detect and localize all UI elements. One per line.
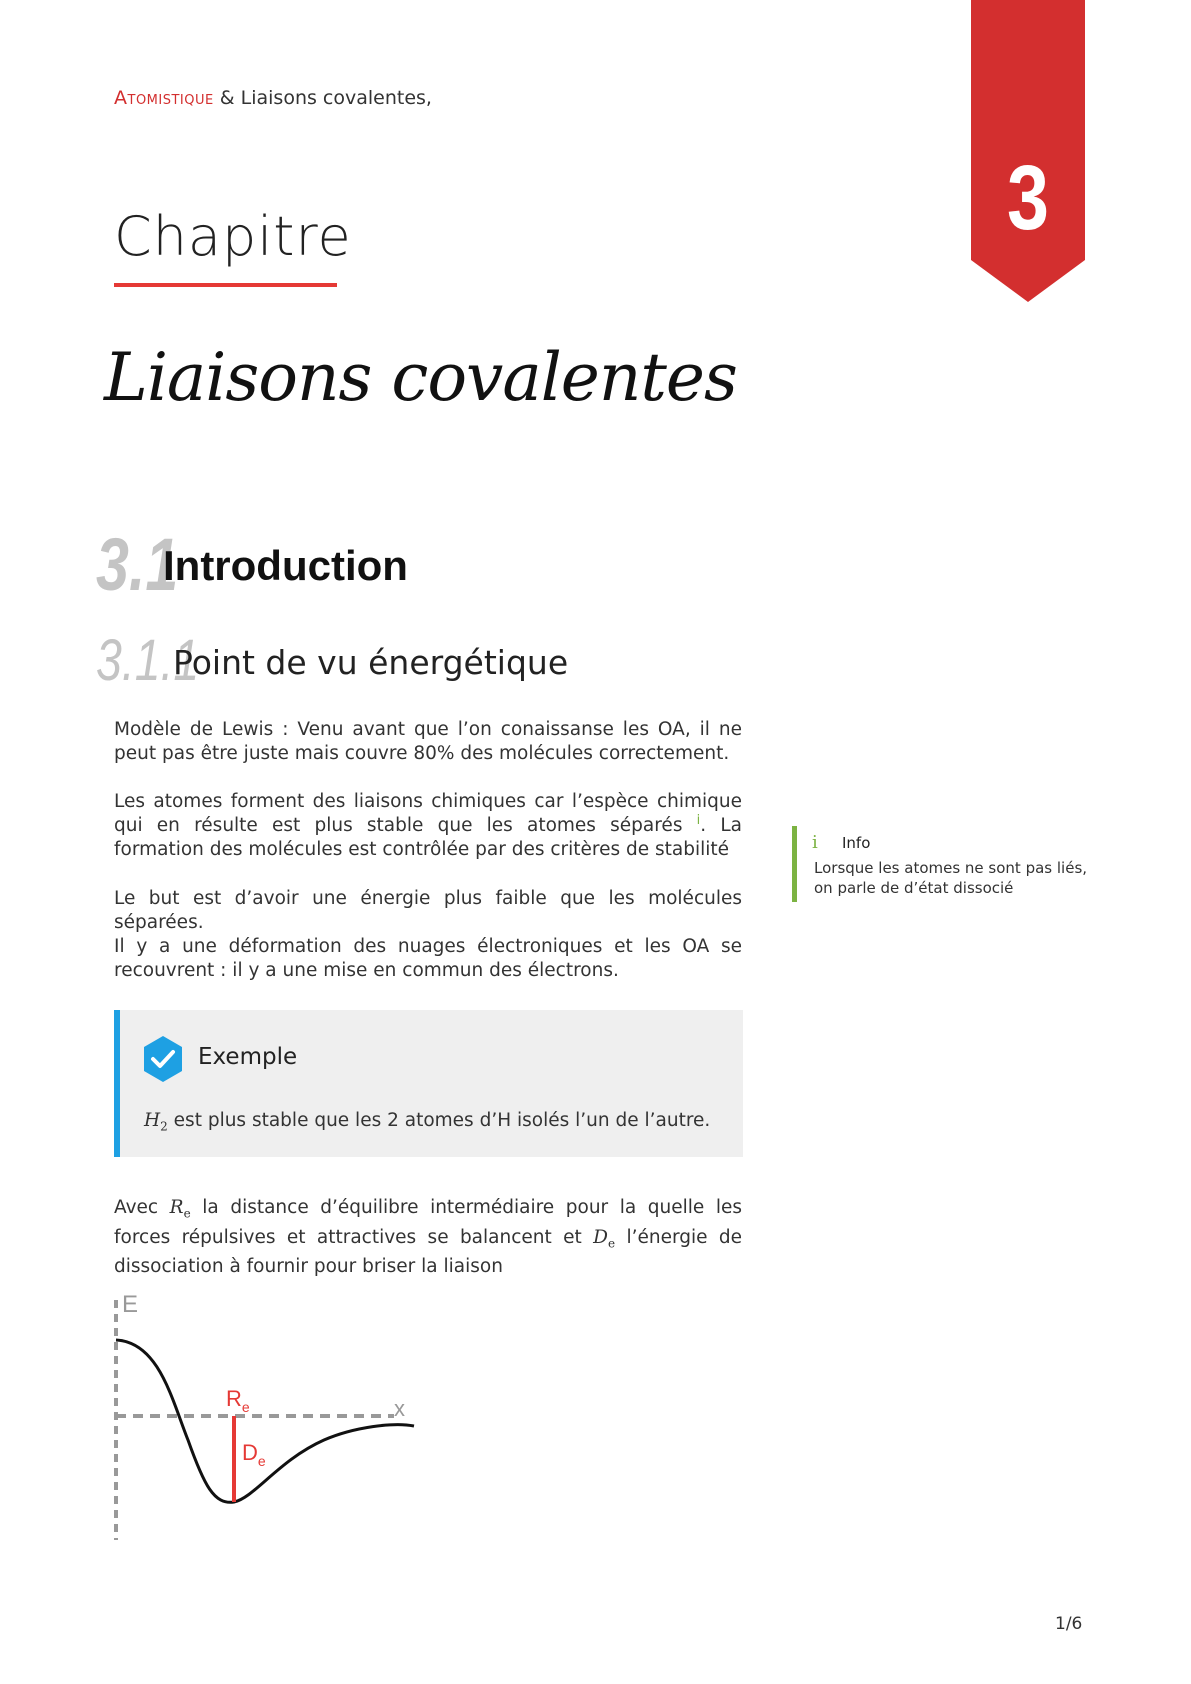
graph-re-label [226, 1386, 250, 1415]
de-symbol [593, 1226, 616, 1251]
example-box [114, 1010, 743, 1157]
graph-axis-label-e: E [122, 1291, 139, 1318]
de-subscript: e [607, 1236, 616, 1251]
graph-de-letter: D [242, 1440, 258, 1465]
example-formula-symbol: H [144, 1110, 161, 1131]
chapter-label: Chapitre [114, 205, 352, 268]
check-badge-icon [142, 1035, 184, 1083]
info-marker-icon[interactable]: i [696, 812, 701, 828]
example-formula-subscript: 2 [160, 1119, 168, 1134]
page-number: 1/6 [1055, 1614, 1083, 1634]
chapter-label-underline [114, 283, 337, 287]
example-formula [144, 1110, 168, 1134]
info-text: Lorsque les atomes ne sont pas liés, on parle de d’état dissocié [814, 859, 1088, 897]
paragraph-equilibrium-text-b: la distance d’équilibre intermédiaire pour la quelle les forces répulsives et attractives se balancent et [114, 1197, 742, 1248]
paragraph-equilibrium-text-c: l’énergie de dissociation à fournir pour briser la liaison [114, 1226, 743, 1278]
example-title: Exemple [198, 1044, 298, 1070]
re-symbol [169, 1197, 191, 1221]
graph-de-subscript: e [257, 1453, 266, 1469]
graph-re-subscript: e [241, 1399, 250, 1415]
header-section: Atomistique [114, 87, 214, 109]
example-text: est plus stable que les 2 atomes d’H isolés l’un de l’autre. [173, 1110, 711, 1131]
re-letter: R [169, 1197, 184, 1218]
info-icon: i [812, 832, 818, 853]
section-number: 3.1 [96, 523, 179, 606]
example-body [144, 1110, 710, 1134]
graph-de-label [242, 1440, 266, 1469]
chapter-title: Liaisons covalentes [104, 339, 737, 416]
header-separator: & [219, 87, 235, 109]
re-subscript: e [183, 1206, 191, 1221]
example-accent-bar [114, 1010, 120, 1157]
header-subject: Liaisons covalentes, [240, 87, 432, 109]
graph-axis-label-x: x [394, 1396, 405, 1421]
paragraph-energy-goal: Le but est d’avoir une énergie plus faible que les molécules séparées. [114, 888, 742, 933]
section-title: Introduction [163, 542, 408, 589]
subsection-title: Point de vu énergétique [173, 643, 569, 682]
info-title: Info [842, 834, 871, 852]
subsection-number: 3.1.1 [96, 628, 200, 693]
paragraph-stability [114, 790, 742, 862]
paragraph-equilibrium [114, 1196, 742, 1279]
paragraph-overlap: Il y a une déformation des nuages électroniques et les OA se recouvrent : il y a une mise en commun des électrons. [114, 936, 742, 981]
paragraph-lewis: Modèle de Lewis : Venu avant que l’on conaissanse les OA, il ne peut pas être juste mais couvre 80% des molécules correctement. [114, 719, 742, 764]
paragraph-equilibrium-text-a: Avec [114, 1197, 159, 1218]
info-accent-bar [792, 826, 797, 902]
running-header [114, 87, 432, 109]
paragraph-stability-text-b: . La formation des molécules est contrôlée par des critères de stabilité [114, 815, 743, 860]
graph-energy-curve [116, 1340, 414, 1502]
paragraph-stability-text-a: Les atomes forment des liaisons chimiques car l’espèce chimique qui en résulte est plus stable que les atomes séparés [114, 791, 742, 836]
de-letter: D [593, 1226, 608, 1248]
potential-energy-graph [104, 1290, 434, 1550]
graph-re-letter: R [226, 1386, 242, 1411]
chapter-number: 3 [1007, 147, 1049, 249]
